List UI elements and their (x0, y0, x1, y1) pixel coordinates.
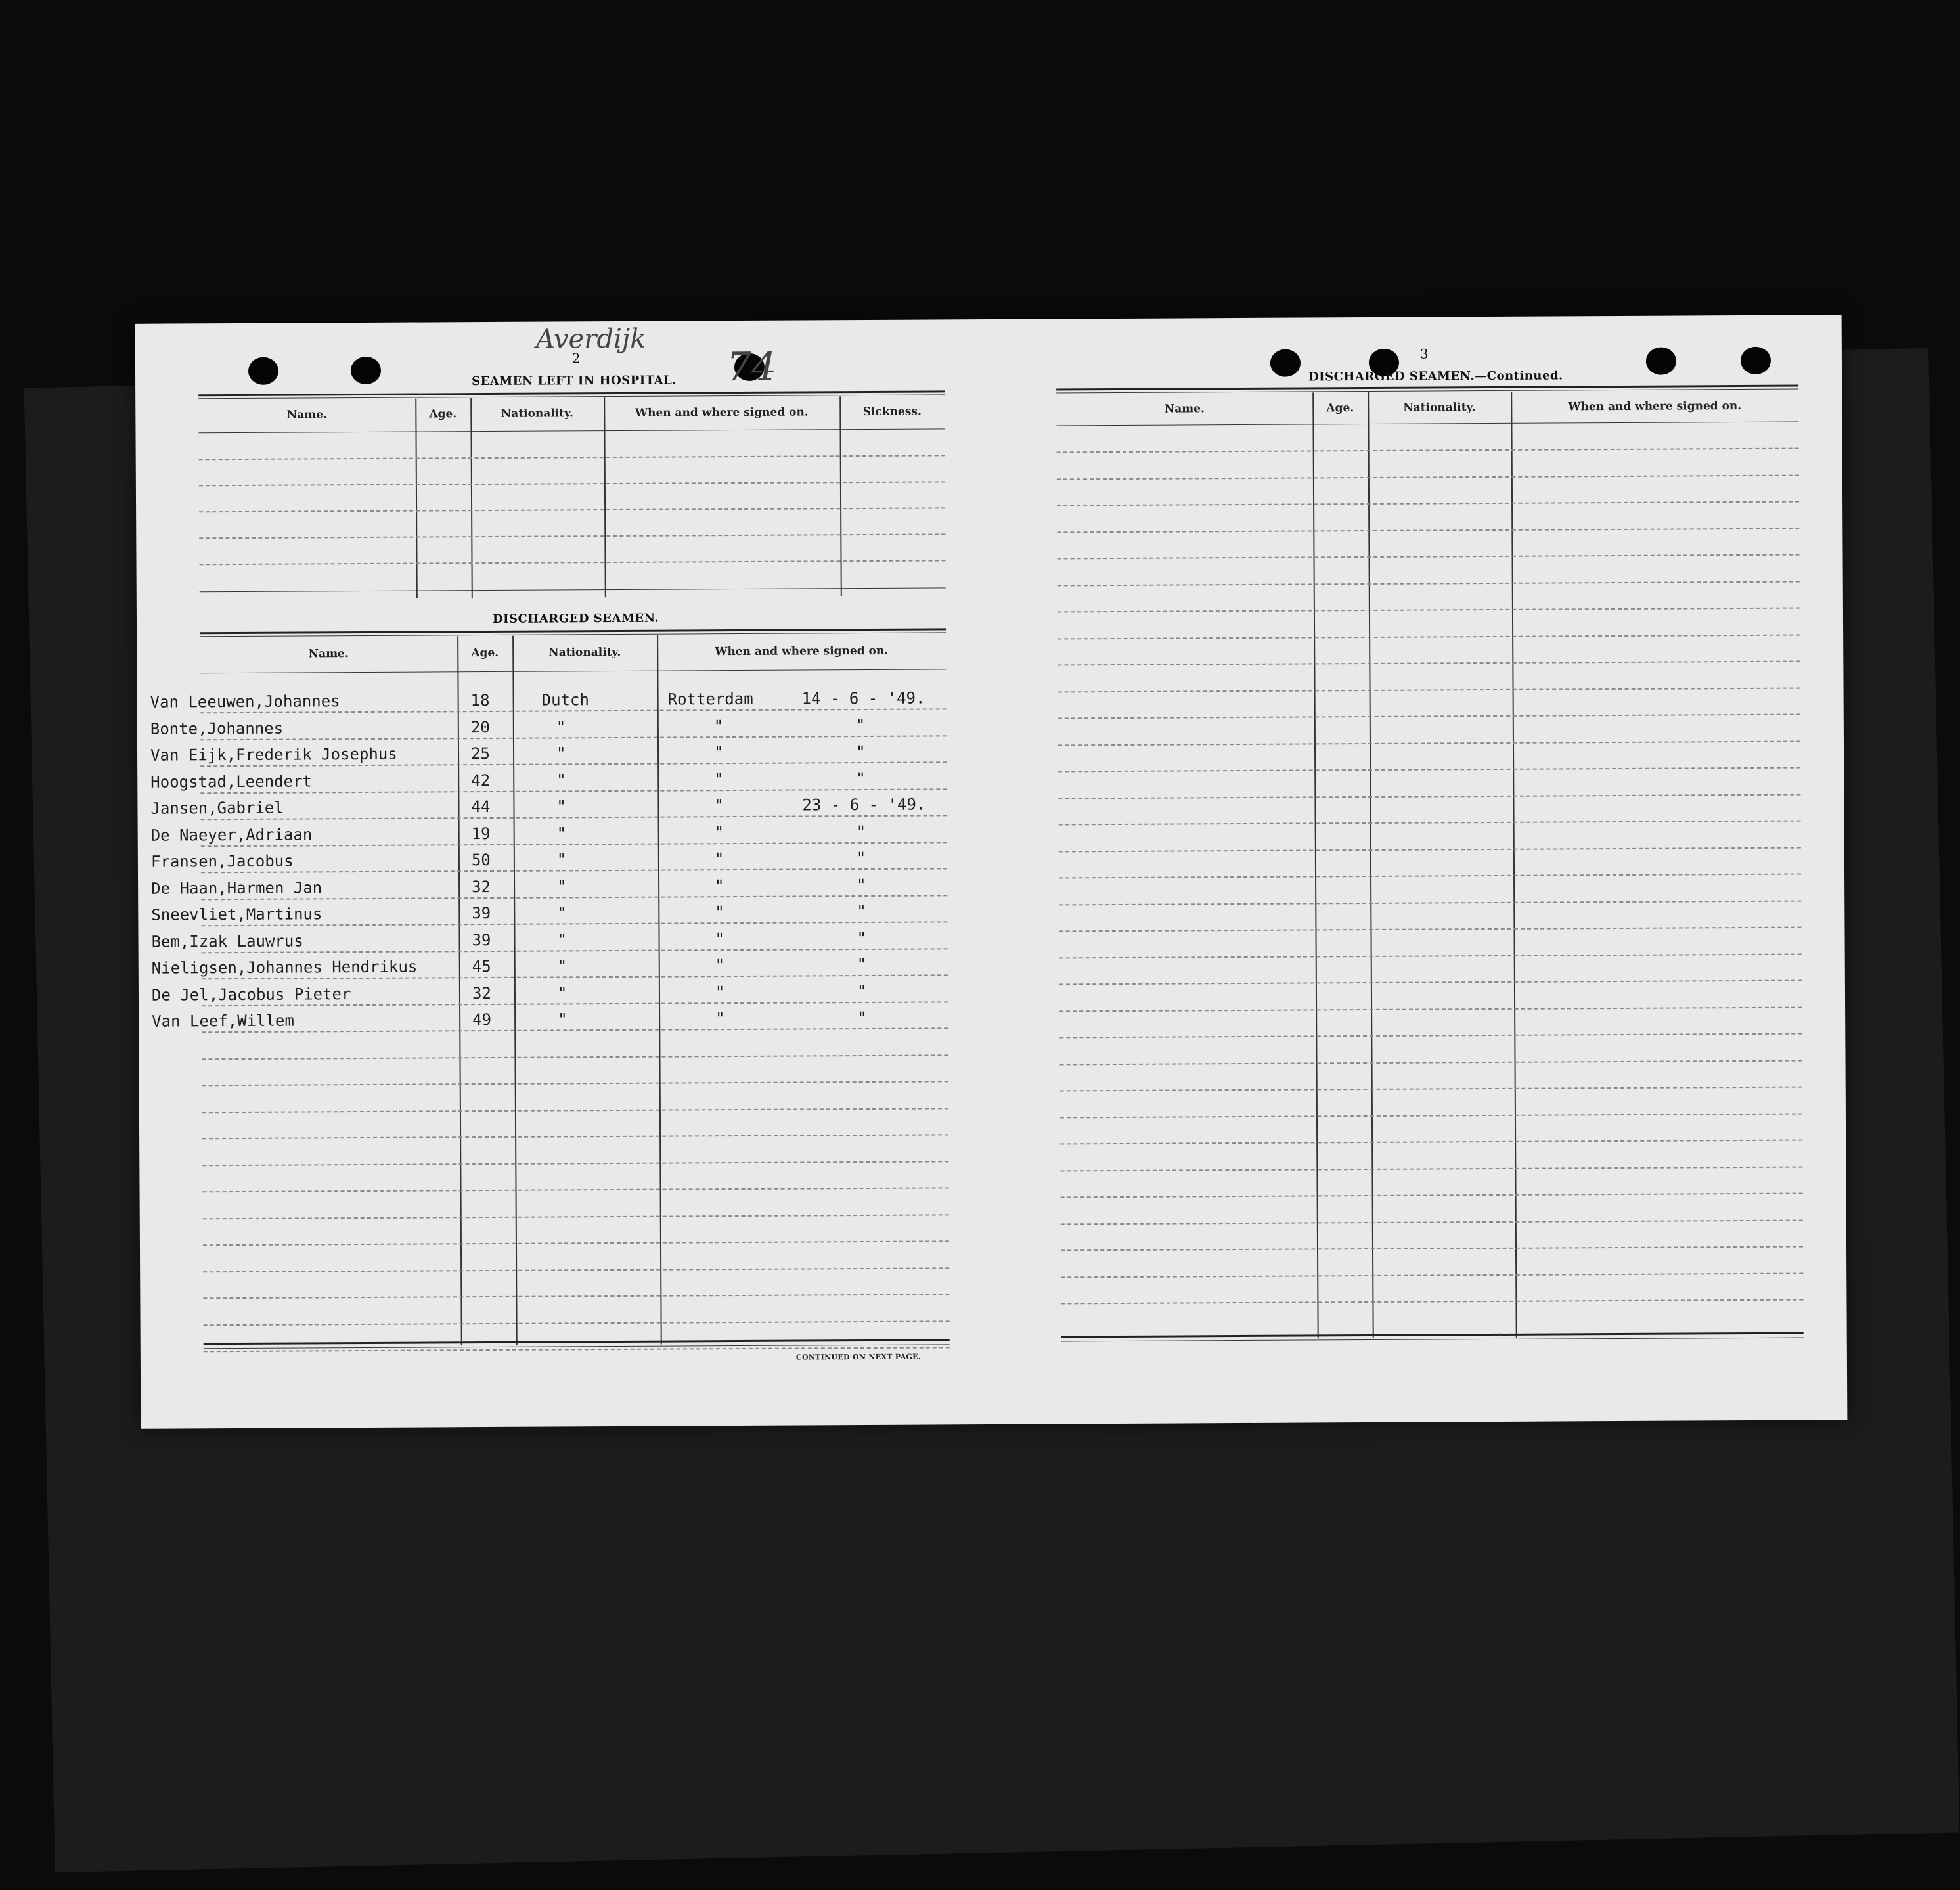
row-rule (1059, 1033, 1802, 1039)
ledger-sheet (135, 315, 1848, 1429)
row-rule (1061, 1299, 1803, 1305)
name-cell: Hoogstad,Leendert (150, 771, 312, 792)
header-age: Age. (1326, 401, 1354, 415)
nationality-cell: " (557, 956, 568, 976)
header-signed-on: When and where signed on. (715, 644, 889, 659)
nationality-cell: " (556, 823, 567, 842)
date-cell: " (855, 742, 866, 761)
nationality-cell: " (557, 930, 568, 949)
place-cell: " (713, 743, 724, 762)
nationality-cell: " (556, 717, 566, 736)
table-row (150, 766, 947, 796)
hospital-table (198, 390, 946, 599)
table-row (150, 713, 947, 743)
name-cell: Bem,Izak Lauwrus (151, 931, 303, 951)
table-row (150, 819, 947, 849)
row-rule (202, 1161, 948, 1166)
name-cell: Nieligsen,Johannes Hendrikus (151, 957, 418, 978)
row-rule (203, 1294, 949, 1299)
nationality-cell: " (558, 1010, 568, 1029)
header-name: Name. (1164, 402, 1205, 416)
row-rule (1058, 581, 1800, 586)
nationality-cell: " (556, 744, 566, 763)
date-cell: " (857, 928, 867, 947)
handwritten-name: Averdijk (535, 323, 646, 355)
name-cell: De Haan,Harmen Jan (151, 878, 323, 898)
date-cell: " (855, 715, 866, 734)
nationality-cell: " (557, 876, 567, 895)
row-rule (1058, 554, 1800, 560)
place-cell: " (715, 956, 725, 975)
date-cell: 14 - 6 - '49. (801, 688, 925, 708)
row-rule (202, 1134, 948, 1139)
place-cell: " (713, 716, 724, 735)
name-cell: Van Leef,Willem (152, 1011, 294, 1031)
place-cell: " (715, 929, 725, 948)
age-cell: 25 (470, 744, 491, 763)
row-rule (1059, 874, 1801, 879)
place-cell: " (714, 796, 724, 815)
row-rule (203, 1240, 949, 1246)
punch-hole (248, 357, 278, 385)
row-rule (204, 1320, 950, 1326)
header-age: Age. (429, 407, 457, 421)
row-rule (1059, 927, 1801, 932)
row-rule (1059, 900, 1801, 905)
header-nationality: Nationality. (548, 645, 621, 660)
header-name: Name. (286, 408, 328, 422)
row-rule (203, 1214, 949, 1219)
row-rule (1061, 1219, 1803, 1225)
row-rule (203, 1267, 949, 1272)
name-cell: De Jel,Jacobus Pieter (151, 984, 351, 1004)
row-rule (1061, 1272, 1803, 1278)
table-row (151, 872, 947, 903)
page-number-right: 3 (1419, 346, 1429, 362)
row-rule (1057, 501, 1799, 506)
name-cell: Jansen,Gabriel (150, 798, 284, 818)
place-cell: " (715, 903, 724, 922)
row-rule (202, 1108, 948, 1113)
row-rule (1060, 1166, 1802, 1171)
row-rule (202, 1054, 948, 1060)
row-rule (1058, 608, 1800, 613)
row-rule (1058, 661, 1800, 666)
row-rule (1059, 980, 1802, 985)
row-rule (1060, 1087, 1802, 1092)
header-age: Age. (471, 646, 499, 660)
table-row (151, 979, 948, 1009)
row-rule (1058, 714, 1800, 719)
date-cell: " (857, 1008, 867, 1027)
nationality-cell: " (557, 903, 567, 922)
row-rule (202, 1081, 948, 1086)
date-cell: " (856, 822, 866, 841)
row-rule (1061, 1193, 1803, 1198)
name-cell: Sneevliet,Martinus (151, 905, 323, 924)
row-rule (1058, 767, 1800, 773)
row-rule (1060, 1140, 1802, 1145)
place-cell: " (715, 876, 724, 895)
name-cell: Van Leeuwen,Johannes (150, 692, 340, 711)
name-cell: Van Eijk,Frederik Josephus (150, 744, 397, 765)
row-rule (1060, 1113, 1802, 1118)
age-cell: 19 (471, 824, 491, 843)
place-cell: " (714, 849, 724, 868)
continued-note: CONTINUED ON NEXT PAGE. (795, 1352, 921, 1362)
hospital-section-title: SEAMEN LEFT IN HOSPITAL. (472, 373, 677, 389)
nationality-cell: Dutch (541, 690, 589, 709)
header-name: Name. (308, 647, 349, 661)
date-cell: 23 - 6 - '49. (802, 795, 926, 815)
date-cell: " (856, 769, 866, 788)
discharged-section-title: DISCHARGED SEAMEN. (492, 611, 659, 626)
punch-hole (1741, 347, 1771, 374)
date-cell: " (857, 875, 866, 894)
punch-hole (1646, 348, 1676, 375)
header-sickness: Sickness. (862, 405, 922, 419)
age-cell: 39 (472, 903, 491, 923)
row-rule (1058, 634, 1800, 639)
name-cell: Fransen,Jacobus (150, 851, 294, 871)
page-number-left: 2 (571, 350, 581, 367)
age-cell: 49 (472, 1010, 492, 1029)
row-rule (1059, 953, 1802, 958)
age-cell: 42 (471, 771, 491, 790)
date-cell: " (856, 848, 866, 868)
discharged-continued-title: DISCHARGED SEAMEN.—Continued. (1308, 369, 1563, 384)
row-rule (1058, 740, 1800, 746)
age-cell: 50 (471, 850, 491, 870)
place-cell: Rotterdam (667, 689, 753, 709)
place-cell: " (714, 769, 724, 788)
age-cell: 39 (472, 930, 491, 949)
nationality-cell: " (556, 770, 566, 789)
row-rule (203, 1187, 949, 1192)
row-rule (1058, 794, 1800, 799)
place-cell: " (714, 822, 724, 842)
table-row (151, 926, 947, 956)
name-cell: Bonte,Johannes (150, 719, 284, 738)
punch-hole (1270, 349, 1301, 377)
handwritten-number: 74 (726, 344, 777, 391)
age-cell: 32 (472, 983, 491, 1002)
table-row (150, 792, 947, 822)
table-row (151, 899, 947, 929)
header-signed-on: When and where signed on. (635, 405, 809, 420)
row-rule (1059, 1006, 1802, 1012)
discharged-table (150, 628, 950, 1368)
row-rule (1061, 1246, 1803, 1251)
row-rule (1059, 847, 1801, 852)
age-cell: 20 (470, 717, 490, 736)
age-cell: 44 (471, 797, 491, 817)
row-rule (1057, 448, 1799, 453)
table-row (150, 739, 947, 769)
age-cell: 45 (472, 956, 491, 976)
place-cell: " (715, 1009, 725, 1028)
date-cell: " (857, 901, 866, 921)
header-nationality: Nationality. (501, 407, 573, 420)
header-nationality: Nationality. (1403, 401, 1476, 415)
row-rule (1057, 474, 1799, 480)
table-row (151, 952, 948, 982)
table-row (150, 686, 947, 716)
header-signed-on: When and where signed on. (1568, 399, 1742, 414)
age-cell: 32 (472, 877, 491, 896)
nationality-cell: " (557, 983, 568, 1002)
row-rule (1058, 687, 1800, 692)
age-cell: 18 (470, 690, 490, 710)
date-cell: " (857, 955, 867, 974)
table-row (152, 1005, 948, 1035)
nationality-cell: " (556, 850, 567, 869)
name-cell: De Naeyer,Adriaan (150, 824, 313, 845)
table-row (150, 845, 947, 876)
punch-hole (351, 357, 381, 384)
date-cell: " (857, 981, 867, 1001)
row-rule (1060, 1060, 1802, 1065)
row-rule (1057, 528, 1799, 533)
place-cell: " (715, 982, 725, 1001)
row-rule (1059, 821, 1801, 826)
discharged-continued-table (1056, 385, 1804, 1348)
nationality-cell: " (556, 797, 566, 816)
